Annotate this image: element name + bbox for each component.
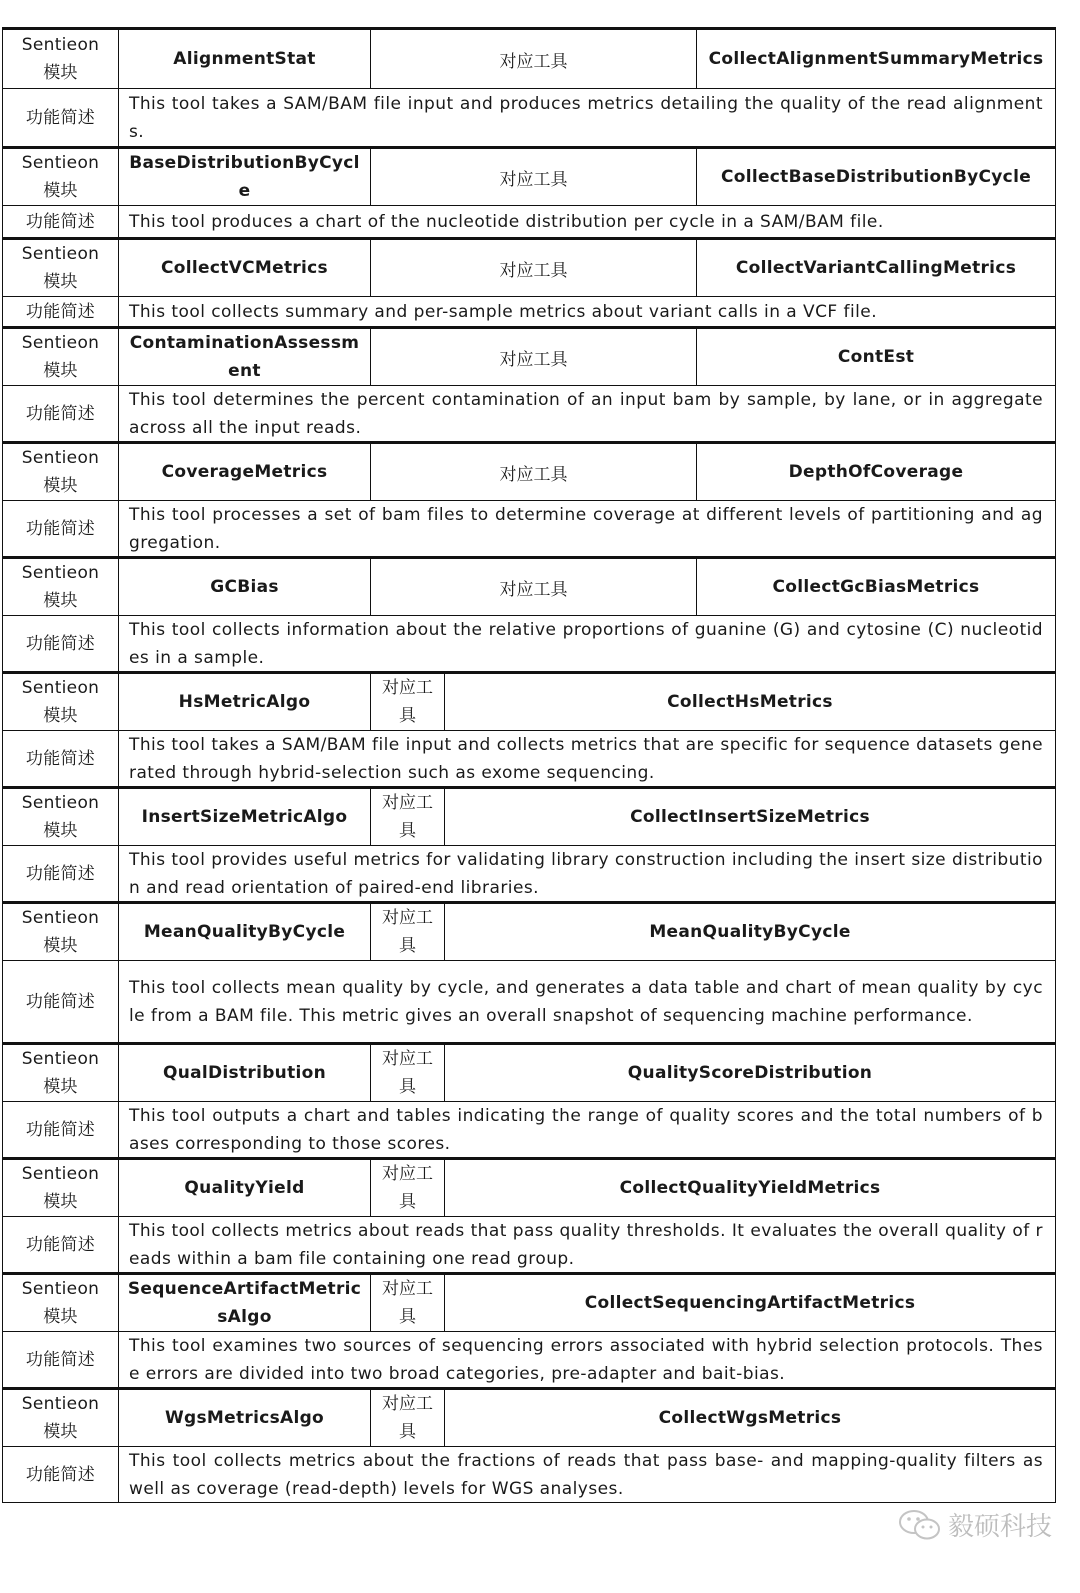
tool-name: CollectWgsMetrics bbox=[444, 1390, 1055, 1446]
description-text: This tool collects metrics about reads that pass quality thresholds. It evaluates the overall quality of reads within a bam file containing one read group. bbox=[118, 1217, 1055, 1272]
module-row bbox=[2, 1045, 1056, 1101]
module-row bbox=[2, 904, 1056, 960]
description-row bbox=[2, 1101, 1056, 1157]
module-label: Sentieon 模块 bbox=[21, 35, 100, 83]
watermark-text: 毅硕科技 bbox=[947, 1512, 1052, 1542]
description-text: This tool collects summary and per-sample metrics about variant calls in a VCF file. bbox=[118, 297, 1055, 326]
description-label: 功能简述 bbox=[25, 107, 96, 128]
mapping-label: 对应工具 bbox=[370, 789, 444, 845]
description-row bbox=[2, 500, 1056, 556]
module-row bbox=[2, 789, 1056, 845]
description-label: 功能简述 bbox=[25, 748, 96, 769]
table-row bbox=[2, 441, 1056, 556]
tool-name: CollectGcBiasMetrics bbox=[696, 559, 1055, 615]
module-row bbox=[2, 1275, 1056, 1331]
tool-name: ContEst bbox=[696, 329, 1055, 385]
tool-name: CollectInsertSizeMetrics bbox=[444, 789, 1055, 845]
tool-name: CollectHsMetrics bbox=[444, 674, 1055, 730]
table-row bbox=[2, 786, 1056, 901]
table-row bbox=[2, 326, 1056, 441]
module-row bbox=[2, 444, 1056, 500]
description-label: 功能简述 bbox=[25, 633, 96, 654]
mapping-label: 对应工具 bbox=[370, 149, 696, 205]
module-label: Sentieon 模块 bbox=[21, 908, 100, 956]
description-text: This tool collects mean quality by cycle, and generates a data table and chart of mean quality by cycle from a BAM file. This metric gives an overall snapshot of sequencing machine performance. bbox=[118, 961, 1055, 1042]
description-label: 功能简述 bbox=[25, 863, 96, 884]
table-row bbox=[2, 27, 1056, 146]
description-row bbox=[2, 960, 1056, 1042]
watermark bbox=[898, 1506, 1052, 1543]
module-name: BaseDistributionByCycle bbox=[118, 149, 370, 205]
module-name: HsMetricAlgo bbox=[118, 674, 370, 730]
module-label: Sentieon 模块 bbox=[21, 678, 100, 726]
module-row bbox=[2, 30, 1056, 88]
module-label: Sentieon 模块 bbox=[21, 1049, 100, 1097]
module-row bbox=[2, 674, 1056, 730]
table-row bbox=[2, 1387, 1056, 1503]
tool-name: CollectVariantCallingMetrics bbox=[696, 240, 1055, 296]
description-text: This tool takes a SAM/BAM file input and produces metrics detailing the quality of the read alignments. bbox=[118, 89, 1055, 146]
description-row bbox=[2, 296, 1056, 326]
wechat-icon bbox=[898, 1508, 942, 1542]
description-row bbox=[2, 1446, 1056, 1502]
module-label: Sentieon 模块 bbox=[21, 333, 100, 381]
mapping-label: 对应工具 bbox=[370, 674, 444, 730]
module-label: Sentieon 模块 bbox=[21, 448, 100, 496]
module-row bbox=[2, 1160, 1056, 1216]
module-row bbox=[2, 1390, 1056, 1446]
description-text: This tool takes a SAM/BAM file input and collects metrics that are specific for sequence datasets generated through hybrid-selection such as exome sequencing. bbox=[118, 731, 1055, 786]
description-row bbox=[2, 88, 1056, 146]
tool-name: CollectSequencingArtifactMetrics bbox=[444, 1275, 1055, 1331]
description-text: This tool processes a set of bam files to determine coverage at different levels of partitioning and aggregation. bbox=[118, 501, 1055, 556]
module-name: GCBias bbox=[118, 559, 370, 615]
module-name: InsertSizeMetricAlgo bbox=[118, 789, 370, 845]
module-row bbox=[2, 559, 1056, 615]
module-name: AlignmentStat bbox=[118, 30, 370, 88]
module-name: ContaminationAssessment bbox=[118, 329, 370, 385]
description-row bbox=[2, 730, 1056, 786]
table-row bbox=[2, 237, 1056, 326]
description-text: This tool examines two sources of sequencing errors associated with hybrid selection protocols. These errors are divided into two broad categories, pre-adapter and bait-bias. bbox=[118, 1332, 1055, 1387]
module-name: QualDistribution bbox=[118, 1045, 370, 1101]
table-row bbox=[2, 556, 1056, 671]
tool-name: CollectQualityYieldMetrics bbox=[444, 1160, 1055, 1216]
description-row bbox=[2, 845, 1056, 901]
tool-name: MeanQualityByCycle bbox=[444, 904, 1055, 960]
mapping-label: 对应工具 bbox=[370, 1160, 444, 1216]
table-row bbox=[2, 671, 1056, 786]
tool-name: CollectAlignmentSummaryMetrics bbox=[696, 30, 1055, 88]
module-label: Sentieon 模块 bbox=[21, 1164, 100, 1212]
description-row bbox=[2, 205, 1056, 237]
description-text: This tool produces a chart of the nucleotide distribution per cycle in a SAM/BAM file. bbox=[118, 206, 1055, 237]
description-label: 功能简述 bbox=[25, 301, 96, 322]
module-label: Sentieon 模块 bbox=[21, 1394, 100, 1442]
description-row bbox=[2, 1331, 1056, 1387]
table-row bbox=[2, 1157, 1056, 1272]
module-name: CollectVCMetrics bbox=[118, 240, 370, 296]
mapping-label: 对应工具 bbox=[370, 329, 696, 385]
tool-name: QualityScoreDistribution bbox=[444, 1045, 1055, 1101]
module-row bbox=[2, 329, 1056, 385]
module-name: CoverageMetrics bbox=[118, 444, 370, 500]
description-text: This tool determines the percent contamination of an input bam by sample, by lane, or in aggregate across all the input reads. bbox=[118, 386, 1055, 441]
mapping-label: 对应工具 bbox=[370, 1045, 444, 1101]
description-label: 功能简述 bbox=[25, 1349, 96, 1370]
description-text: This tool collects information about the relative proportions of guanine (G) and cytosine (C) nucleotides in a sample. bbox=[118, 616, 1055, 671]
module-label: Sentieon 模块 bbox=[21, 244, 100, 292]
tool-name: DepthOfCoverage bbox=[696, 444, 1055, 500]
tool-name: CollectBaseDistributionByCycle bbox=[696, 149, 1055, 205]
description-row bbox=[2, 385, 1056, 441]
mapping-label: 对应工具 bbox=[370, 1275, 444, 1331]
module-label: Sentieon 模块 bbox=[21, 793, 100, 841]
module-name: QualityYield bbox=[118, 1160, 370, 1216]
description-row bbox=[2, 1216, 1056, 1272]
mapping-label: 对应工具 bbox=[370, 1390, 444, 1446]
description-label: 功能简述 bbox=[25, 403, 96, 424]
module-label: Sentieon 模块 bbox=[21, 563, 100, 611]
description-label: 功能简述 bbox=[25, 211, 96, 232]
mapping-label: 对应工具 bbox=[370, 444, 696, 500]
description-label: 功能简述 bbox=[25, 1464, 96, 1485]
description-label: 功能简述 bbox=[25, 1119, 96, 1140]
module-row bbox=[2, 240, 1056, 296]
description-row bbox=[2, 615, 1056, 671]
metrics-table bbox=[2, 27, 1056, 1503]
description-label: 功能简述 bbox=[25, 518, 96, 539]
description-label: 功能简述 bbox=[25, 1234, 96, 1255]
table-row bbox=[2, 1042, 1056, 1157]
description-label: 功能简述 bbox=[25, 991, 96, 1012]
module-name: WgsMetricsAlgo bbox=[118, 1390, 370, 1446]
module-row bbox=[2, 149, 1056, 205]
module-label: Sentieon 模块 bbox=[21, 153, 100, 201]
module-name: MeanQualityByCycle bbox=[118, 904, 370, 960]
table-row bbox=[2, 146, 1056, 237]
mapping-label: 对应工具 bbox=[370, 559, 696, 615]
table-row bbox=[2, 901, 1056, 1042]
module-label: Sentieon 模块 bbox=[21, 1279, 100, 1327]
table-row bbox=[2, 1272, 1056, 1387]
mapping-label: 对应工具 bbox=[370, 240, 696, 296]
module-name: SequenceArtifactMetricsAlgo bbox=[118, 1275, 370, 1331]
mapping-label: 对应工具 bbox=[370, 904, 444, 960]
description-text: This tool outputs a chart and tables indicating the range of quality scores and the total numbers of bases corresponding to those scores. bbox=[118, 1102, 1055, 1157]
description-text: This tool collects metrics about the fractions of reads that pass base- and mapping-quality filters as well as coverage (read-depth) levels for WGS analyses. bbox=[118, 1447, 1055, 1502]
mapping-label: 对应工具 bbox=[370, 30, 696, 88]
description-text: This tool provides useful metrics for validating library construction including the insert size distribution and read orientation of paired-end libraries. bbox=[118, 846, 1055, 901]
